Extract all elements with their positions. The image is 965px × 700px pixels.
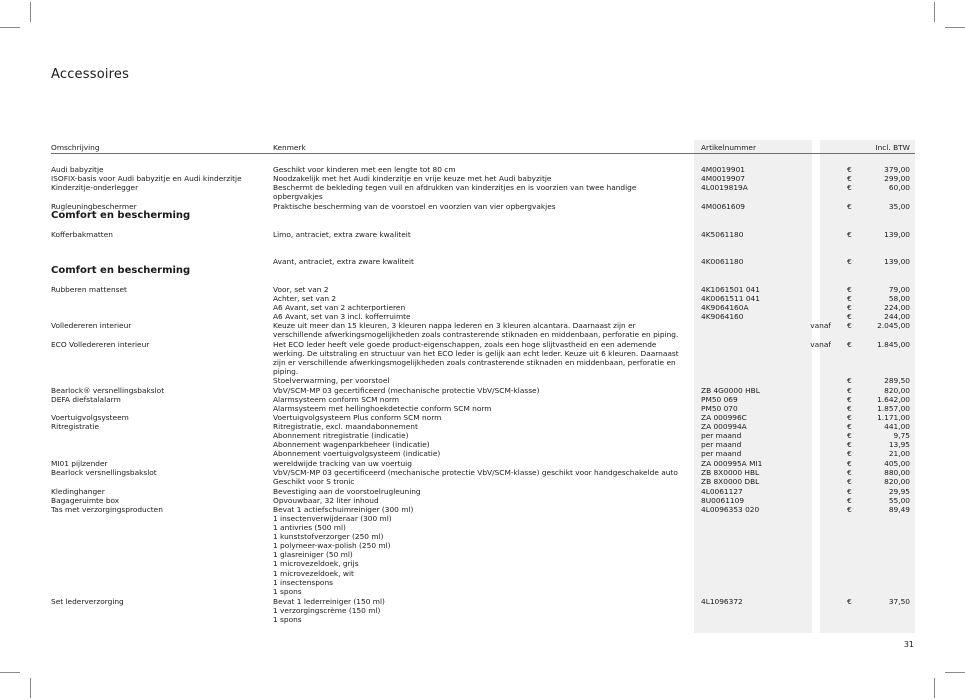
- price-cell: 21,00: [888, 449, 910, 458]
- euro-symbol: €: [847, 174, 852, 183]
- article-number-cell: PM50 069: [701, 395, 738, 404]
- description-cell: ISOFIX-basis voor Audi babyzitje en Audi kinderzitje: [51, 174, 242, 183]
- euro-symbol: €: [847, 395, 852, 404]
- feature-cell: Bevat 1 lederreiniger (150 ml): [273, 597, 385, 606]
- euro-symbol: €: [847, 440, 852, 449]
- feature-cell: 1 antivries (500 ml): [273, 523, 346, 532]
- article-number-cell: 4K0061180: [701, 257, 744, 266]
- price-cell: 1.845,00: [877, 340, 910, 349]
- article-number-cell: 4M0019901: [701, 165, 745, 174]
- price-cell: 37,50: [888, 597, 910, 606]
- description-cell: MI01 pijlzender: [51, 459, 108, 468]
- section-heading: Comfort en bescherming: [51, 265, 191, 276]
- feature-cell: Abonnement voertuigvolgsysteem (indicatie): [273, 449, 441, 458]
- price-cell: 1.857,00: [877, 404, 910, 413]
- feature-cell: Stoelverwarming, per voorstoel: [273, 376, 390, 385]
- price-cell: 58,00: [888, 294, 910, 303]
- price-prefix: vanaf: [810, 321, 831, 330]
- feature-cell: piping.: [273, 367, 299, 376]
- description-cell: Bearlock versnellingsbakslot: [51, 468, 157, 477]
- article-number-cell: per maand: [701, 440, 742, 449]
- article-number-cell: 4L0096353 020: [701, 505, 760, 514]
- price-cell: 89,49: [888, 505, 910, 514]
- crop-mark: [934, 678, 935, 698]
- price-cell: 139,00: [884, 257, 910, 266]
- description-cell: Rugleuningbeschermer: [51, 202, 137, 211]
- euro-symbol: €: [847, 413, 852, 422]
- price-cell: 29,95: [888, 487, 910, 496]
- crop-mark: [0, 672, 20, 673]
- feature-cell: werking. De uitstraling en structuur van het ECO leder is gelijk aan echt leder. Keuze uit 6 kleuren. Daarnaast: [273, 349, 679, 358]
- description-cell: Volledereren interieur: [51, 321, 132, 330]
- price-cell: 224,00: [884, 303, 910, 312]
- feature-cell: Avant, antraciet, extra zware kwaliteit: [273, 257, 414, 266]
- header-divider: [51, 153, 915, 154]
- article-number-cell: ZB 4G0000 HBL: [701, 386, 760, 395]
- price-cell: 379,00: [884, 165, 910, 174]
- euro-symbol: €: [847, 459, 852, 468]
- article-number-cell: 4L0019819A: [701, 183, 748, 192]
- feature-cell: Voertuigvolgsysteem Plus conform SCM norm: [273, 413, 442, 422]
- feature-cell: Limo, antraciet, extra zware kwaliteit: [273, 230, 411, 239]
- feature-cell: 1 glasreiniger (50 ml): [273, 550, 353, 559]
- page-number: 31: [903, 640, 914, 649]
- price-cell: 2.045,00: [877, 321, 910, 330]
- article-number-cell: 4K9064160A: [701, 303, 749, 312]
- description-cell: Voertuigvolgsysteem: [51, 413, 129, 422]
- feature-cell: Alarmsysteem met hellinghoekdetectie conform SCM norm: [273, 404, 492, 413]
- article-number-cell: ZB 8X0000 HBL: [701, 468, 760, 477]
- euro-symbol: €: [847, 422, 852, 431]
- feature-cell: Bevestiging aan de voorstoelrugleuning: [273, 487, 421, 496]
- feature-cell: Bevat 1 actiefschuimreiniger (300 ml): [273, 505, 414, 514]
- euro-symbol: €: [847, 285, 852, 294]
- feature-cell: wereldwijde tracking van uw voertuig: [273, 459, 412, 468]
- euro-symbol: €: [847, 431, 852, 440]
- price-cell: 405,00: [884, 459, 910, 468]
- feature-cell: Achter, set van 2: [273, 294, 337, 303]
- euro-symbol: €: [847, 386, 852, 395]
- feature-cell: 1 kunststofverzorger (250 ml): [273, 532, 384, 541]
- feature-cell: Praktische bescherming van de voorstoel en voorzien van vier opbergvakjes: [273, 202, 556, 211]
- euro-symbol: €: [847, 505, 852, 514]
- feature-cell: verschillende afwerkingsmogelijkheden zoals contrasterende stiknaden en middenbaan, perforatie en piping.: [273, 330, 679, 339]
- crop-mark: [30, 2, 31, 22]
- euro-symbol: €: [847, 496, 852, 505]
- feature-cell: A6 Avant, set van 3 incl. kofferruimte: [273, 312, 411, 321]
- feature-cell: 1 microvezeldoek, wit: [273, 569, 354, 578]
- feature-cell: 1 microvezeldoek, grijs: [273, 559, 359, 568]
- euro-symbol: €: [847, 230, 852, 239]
- feature-cell: 1 polymeer-wax-polish (250 ml): [273, 541, 391, 550]
- euro-symbol: €: [847, 294, 852, 303]
- feature-cell: Keuze uit meer dan 15 kleuren, 3 kleuren nappa lederen en 3 kleuren alcantara. Daarnaast zijn er: [273, 321, 636, 330]
- header-description: Omschrijving: [51, 143, 100, 152]
- feature-cell: Opvouwbaar, 32 liter inhoud: [273, 496, 379, 505]
- feature-cell: 1 spons: [273, 587, 302, 596]
- feature-cell: Geschikt voor S tronic: [273, 477, 355, 486]
- page-title: Accessoires: [51, 67, 130, 82]
- price-cell: 880,00: [884, 468, 910, 477]
- price-cell: 139,00: [884, 230, 910, 239]
- article-number-cell: PM50 070: [701, 404, 738, 413]
- description-cell: Kinderzitje-onderlegger: [51, 183, 139, 192]
- price-cell: 9,75: [893, 431, 910, 440]
- feature-cell: 1 insectenverwijderaar (300 ml): [273, 514, 392, 523]
- description-cell: Tas met verzorgingsproducten: [51, 505, 163, 514]
- feature-cell: Geschikt voor kinderen met een lengte tot 80 cm: [273, 165, 456, 174]
- price-cell: 55,00: [888, 496, 910, 505]
- feature-cell: 1 spons: [273, 615, 302, 624]
- euro-symbol: €: [847, 487, 852, 496]
- price-cell: 289,50: [884, 376, 910, 385]
- feature-cell: zijn er verschillende afwerkingsmogelijkheden zoals contrasterende stiknaden en middenbaan, perforatie en: [273, 358, 676, 367]
- feature-cell: Noodzakelijk met het Audi kinderzitje en vrije keuze met het Audi babyzitje: [273, 174, 552, 183]
- description-cell: DEFA diefstalalarm: [51, 395, 121, 404]
- feature-cell: A6 Avant, set van 2 achterportieren: [273, 303, 406, 312]
- euro-symbol: €: [847, 340, 852, 349]
- price-cell: 820,00: [884, 386, 910, 395]
- euro-symbol: €: [847, 449, 852, 458]
- article-number-cell: 8U0061109: [701, 496, 745, 505]
- price-cell: 13,95: [888, 440, 910, 449]
- euro-symbol: €: [847, 404, 852, 413]
- price-prefix: vanaf: [810, 340, 831, 349]
- article-number-cell: 4M0019907: [701, 174, 745, 183]
- header-feature: Kenmerk: [273, 143, 306, 152]
- euro-symbol: €: [847, 312, 852, 321]
- crop-mark: [934, 2, 935, 22]
- euro-symbol: €: [847, 257, 852, 266]
- feature-cell: Het ECO leder heeft vele goede product-eigenschappen, zoals een hoge slijtvastheid en een ademende: [273, 340, 657, 349]
- article-number-cell: ZA 000996C: [701, 413, 747, 422]
- price-cell: 820,00: [884, 477, 910, 486]
- header-price: Incl. BTW: [875, 143, 910, 152]
- article-number-cell: ZA 000994A: [701, 422, 747, 431]
- price-cell: 244,00: [884, 312, 910, 321]
- description-cell: Bearlock® versnellingsbakslot: [51, 386, 165, 395]
- euro-symbol: €: [847, 321, 852, 330]
- description-cell: Set lederverzorging: [51, 597, 124, 606]
- crop-mark: [30, 678, 31, 698]
- article-number-cell: 4K5061180: [701, 230, 744, 239]
- price-cell: 1.642,00: [877, 395, 910, 404]
- euro-symbol: €: [847, 165, 852, 174]
- euro-symbol: €: [847, 597, 852, 606]
- article-number-cell: per maand: [701, 431, 742, 440]
- article-number-cell: 4K9064160: [701, 312, 744, 321]
- article-number-cell: per maand: [701, 449, 742, 458]
- article-number-cell: 4M0061609: [701, 202, 745, 211]
- feature-cell: 1 verzorgingscrème (150 ml): [273, 606, 381, 615]
- feature-cell: Beschermt de bekleding tegen vuil en afdrukken van kinderzitjes en is voorzien van twee handige: [273, 183, 637, 192]
- euro-symbol: €: [847, 183, 852, 192]
- feature-cell: Abonnement ritregistratie (indicatie): [273, 431, 409, 440]
- section-heading: Comfort en bescherming: [51, 210, 191, 221]
- euro-symbol: €: [847, 477, 852, 486]
- euro-symbol: €: [847, 376, 852, 385]
- description-cell: Ritregistratie: [51, 422, 100, 431]
- article-number-cell: 4L0061127: [701, 487, 743, 496]
- price-cell: 60,00: [888, 183, 910, 192]
- price-cell: 1.171,00: [877, 413, 910, 422]
- description-cell: Kledinghanger: [51, 487, 105, 496]
- feature-cell: Ritregistratie, excl. maandabonnement: [273, 422, 418, 431]
- description-cell: Bagageruimte box: [51, 496, 120, 505]
- description-cell: ECO Volledereren interieur: [51, 340, 150, 349]
- price-cell: 79,00: [888, 285, 910, 294]
- price-cell: 299,00: [884, 174, 910, 183]
- crop-mark: [945, 672, 965, 673]
- euro-symbol: €: [847, 303, 852, 312]
- price-cell: 35,00: [888, 202, 910, 211]
- feature-cell: Alarmsysteem conform SCM norm: [273, 395, 400, 404]
- feature-cell: opbergvakjes: [273, 192, 323, 201]
- description-cell: Kofferbakmatten: [51, 230, 113, 239]
- euro-symbol: €: [847, 202, 852, 211]
- crop-mark: [945, 27, 965, 28]
- crop-mark: [0, 27, 20, 28]
- price-cell: 441,00: [884, 422, 910, 431]
- article-number-cell: 4K0061511 041: [701, 294, 760, 303]
- euro-symbol: €: [847, 468, 852, 477]
- article-number-cell: 4K1061501 041: [701, 285, 760, 294]
- feature-cell: VbV/SCM-MP 03 gecertificeerd (mechanische protectie VbV/SCM-klasse): [273, 386, 540, 395]
- article-number-cell: ZA 000995A MI1: [701, 459, 763, 468]
- header-article: Artikelnummer: [701, 143, 757, 152]
- feature-cell: 1 insectenspons: [273, 578, 333, 587]
- description-cell: Rubberen mattenset: [51, 285, 127, 294]
- article-number-cell: 4L1096372: [701, 597, 743, 606]
- feature-cell: VbV/SCM-MP 03 gecertificeerd (mechanische protectie VbV/SCM-klasse) geschikt voor handgeschakelde auto: [273, 468, 678, 477]
- feature-cell: Abonnement wagenparkbeheer (indicatie): [273, 440, 430, 449]
- description-cell: Audi babyzitje: [51, 165, 104, 174]
- feature-cell: Voor, set van 2: [273, 285, 329, 294]
- article-number-cell: ZB 8X0000 DBL: [701, 477, 760, 486]
